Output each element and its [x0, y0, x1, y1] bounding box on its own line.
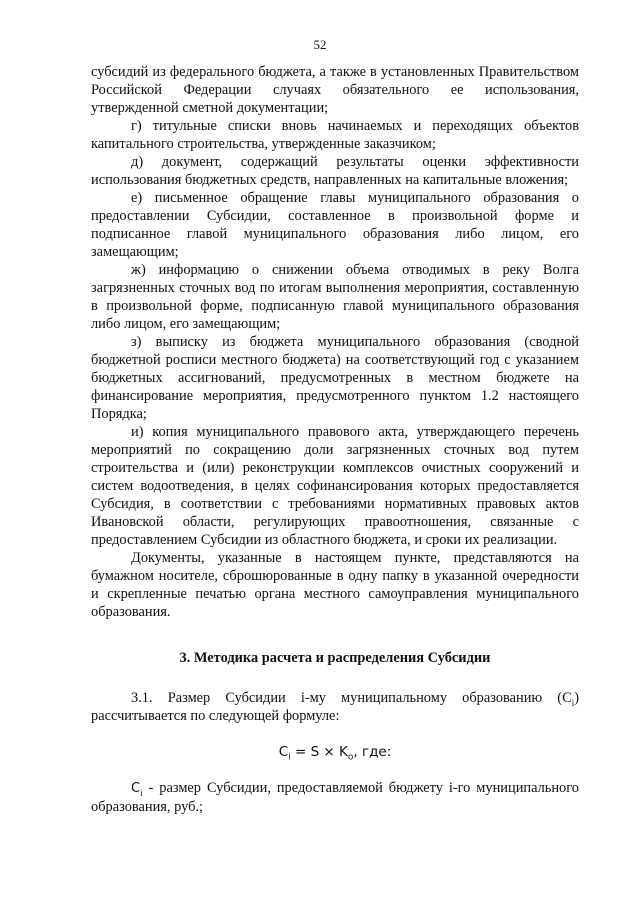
document-body	[91, 63, 579, 816]
paragraph-item-z: з) выписку из бюджета муниципального образования (сводной бюджетной росписи местного бюджета) на соответствующий год с указанием бюджетных ассигнований, предусмотренных в местном бюджете на финансирование мероприятия, предусмотренного пунктом 1.2 настоящего Порядка;	[91, 334, 579, 422]
paragraph-item-i: и) копия муниципального правового акта, утверждающего перечень мероприятий по сокращению доли загрязненных сточных вод путем строительства и (или) реконструкции комплексов очистных сооружений и систем водоотведения, в целях софинансирования которых предоставляется Субсидия, в соответствии с требованиями нормативных правовых актов Ивановской области, регулирующих правоотношения, связанные с предоставлением Субсидии из областного бюджета, и сроки их реализации.	[91, 424, 579, 548]
formula-k-subscript: о	[347, 752, 354, 763]
formula-lhs: C	[278, 744, 289, 760]
section-heading: 3. Методика расчета и распределения Субсидии	[179, 650, 491, 666]
paragraph-3-1-subscript: i	[571, 697, 575, 708]
paragraph-item-e: е) письменное обращение главы муниципального образования о предоставлении Субсидии, составленное в произвольной форме и подписанное главой муниципального образования либо лицом, его замещающим;	[91, 190, 579, 260]
paragraph-3-1-lead: 3.1. Размер Субсидии i-му муниципальному образованию (C	[131, 690, 572, 706]
formula	[91, 743, 579, 761]
paragraph-continuation: субсидий из федерального бюджета, а также в установленных Правительством Российской Федерации случаях обязательного ее использования, утвержденной сметной документации;	[91, 64, 579, 116]
formula-lhs-subscript: i	[288, 752, 291, 763]
paragraph-3-1	[91, 689, 579, 725]
paragraph-item-zh: ж) информацию о снижении объема отводимых в реку Волга загрязненных сточных вод по итогам выполнения мероприятия, составленную в произвольной форме, подписанную главой муниципального образования либо лицом, его замещающим;	[91, 262, 579, 332]
paragraph-documents-note: Документы, указанные в настоящем пункте, представляются на бумажном носителе, сброшюрованные в одну папку в указанной очередности и скрепленные печатью органа местного самоуправления муниципального образования.	[91, 550, 579, 620]
formula-tail: , где:	[353, 744, 392, 760]
paragraph-3-1-tail: ) рассчитывается по следующей формуле:	[91, 690, 579, 724]
var-ci-text: - размер Субсидии, предоставляемой бюджету i-го муниципального образования, руб.;	[91, 780, 579, 815]
var-ci-symbol: C	[131, 781, 141, 796]
formula-middle: = S × K	[290, 744, 348, 760]
paragraph-item-d: д) документ, содержащий результаты оценки эффективности использования бюджетных средств, направленных на капитальные вложения;	[91, 154, 579, 188]
var-ci-subscript: i	[140, 787, 143, 798]
paragraph-item-g: г) титульные списки вновь начинаемых и переходящих объектов капитального строительства, утвержденные заказчиком;	[91, 118, 579, 152]
variable-definition-ci	[91, 779, 579, 816]
page-number: 52	[313, 37, 327, 52]
